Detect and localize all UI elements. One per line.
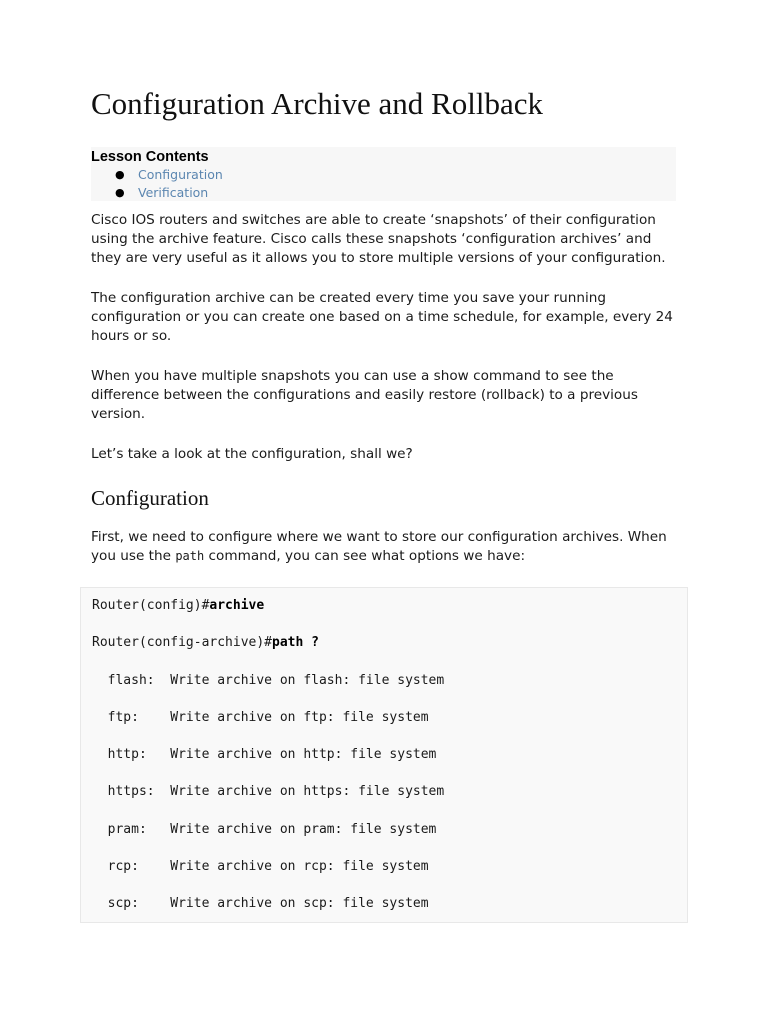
bullet-icon: ● bbox=[115, 168, 125, 181]
text-fragment: you use the bbox=[91, 548, 176, 564]
cli-prompt: Router(config-archive)# bbox=[92, 635, 273, 650]
text-line: Cisco IOS routers and switches are able to create ‘snapshots’ of their configuration bbox=[91, 212, 656, 228]
text-line: they are very useful as it allows you to store multiple versions of your configuration. bbox=[91, 250, 666, 266]
text-line: When you have multiple snapshots you can use a show command to see the bbox=[91, 368, 614, 384]
text-line: difference between the configurations and easily restore (rollback) to a previous bbox=[91, 387, 638, 403]
code-line-option: ftp: Write archive on ftp: file system bbox=[92, 710, 429, 725]
cli-command: path ? bbox=[272, 635, 319, 650]
code-line-option: scp: Write archive on scp: file system bbox=[92, 896, 429, 911]
intro-paragraph-2 bbox=[91, 289, 687, 346]
code-line-path bbox=[92, 634, 319, 652]
lesson-link-label: Verification bbox=[138, 185, 209, 200]
lesson-link-label: Configuration bbox=[138, 167, 223, 182]
cli-command: archive bbox=[209, 598, 265, 613]
code-line-archive bbox=[92, 597, 264, 615]
text-line: The configuration archive can be created every time you save your running bbox=[91, 290, 607, 306]
intro-paragraph-1 bbox=[91, 211, 687, 268]
text-line bbox=[91, 547, 687, 566]
text-line: Let’s take a look at the configuration, shall we? bbox=[91, 446, 413, 462]
cli-prompt: Router(config)# bbox=[92, 598, 210, 613]
code-line-option: https: Write archive on https: file system bbox=[92, 784, 445, 799]
text-line: using the archive feature. Cisco calls these snapshots ‘configuration archives’ and bbox=[91, 231, 652, 247]
inline-code-path: path bbox=[175, 549, 205, 563]
lesson-contents-list bbox=[91, 166, 223, 202]
code-line-option: pram: Write archive on pram: file system bbox=[92, 822, 437, 837]
intro-paragraph-4 bbox=[91, 445, 687, 464]
lesson-contents-heading: Lesson Contents bbox=[91, 149, 209, 165]
text-fragment: command, you can see what options we have: bbox=[204, 548, 526, 564]
lesson-link-verification[interactable] bbox=[91, 184, 223, 202]
configuration-paragraph bbox=[91, 528, 687, 566]
text-line: First, we need to configure where we want to store our configuration archives. When bbox=[91, 529, 667, 545]
code-line-option: http: Write archive on http: file system bbox=[92, 747, 437, 762]
text-line: hours or so. bbox=[91, 328, 172, 344]
lesson-contents-box bbox=[91, 147, 676, 201]
code-block bbox=[80, 587, 688, 923]
section-heading-configuration: Configuration bbox=[91, 486, 209, 510]
code-line-option: rcp: Write archive on rcp: file system bbox=[92, 859, 429, 874]
page-title: Configuration Archive and Rollback bbox=[91, 86, 543, 121]
text-line: configuration or you can create one based on a time schedule, for example, every 24 bbox=[91, 309, 673, 325]
code-line-option: flash: Write archive on flash: file system bbox=[92, 673, 445, 688]
lesson-link-configuration[interactable] bbox=[91, 166, 223, 184]
intro-paragraph-3 bbox=[91, 367, 687, 424]
text-line: version. bbox=[91, 406, 146, 422]
bullet-icon: ● bbox=[115, 186, 125, 199]
